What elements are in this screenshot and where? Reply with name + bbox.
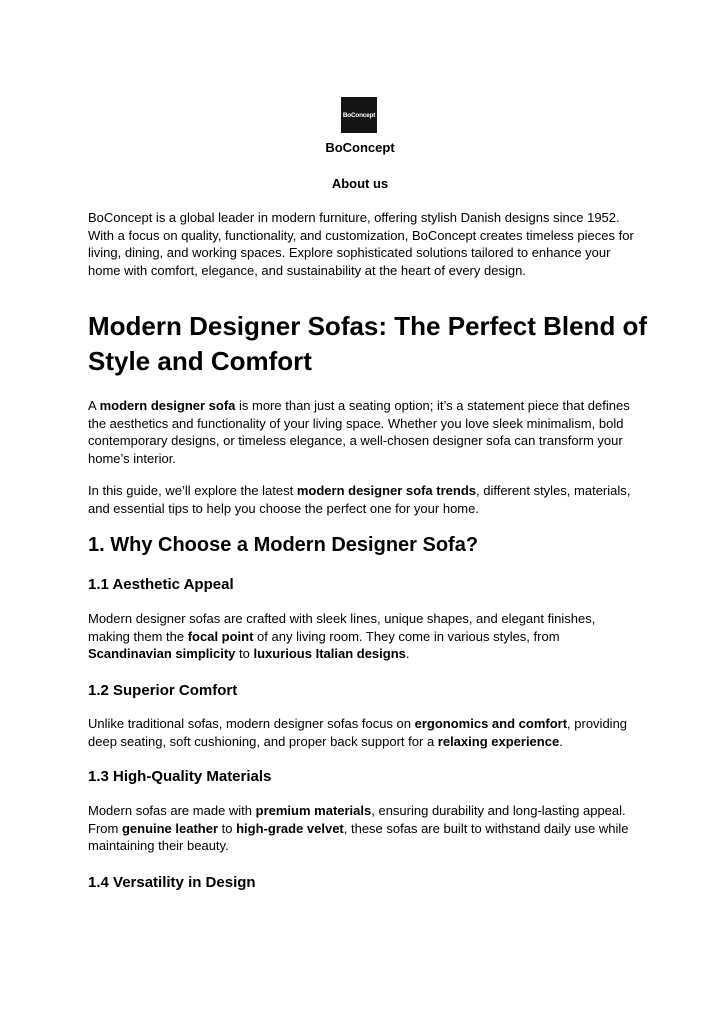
- bold-text: Scandinavian simplicity: [88, 646, 236, 662]
- about-paragraph: BoConcept is a global leader in modern furniture, offering stylish Danish designs since 1952. With a focus on quality, functionality, and customization, BoConcept creates timeless pieces for living, dining, and working spaces. Explore sophisticated solutions tailored to enhance your home with comfort, elegance, and sustainability at the heart of every design.: [88, 210, 634, 278]
- bold-text: ergonomics and comfort: [414, 716, 568, 731]
- subsection-1-4-title: 1.4 Versatility in Design: [88, 874, 256, 891]
- bold-text: premium materials: [255, 803, 372, 818]
- guide-paragraph: In this guide, we’ll explore the latest modern designer sofa trends, different styles, materials, and essential tips to help you choose the perfect one for your home.: [88, 483, 631, 516]
- section-1-title: 1. Why Choose a Modern Designer Sofa?: [88, 534, 479, 556]
- bold-text: high-grade velvet: [236, 820, 344, 836]
- bold-text: modern designer sofa trends: [296, 483, 476, 498]
- subsection-1-1-paragraph: Modern designer sofas are crafted with sleek lines, unique shapes, and elegant finishes, making them the focal point of any living room. They come in various styles, from Scandinavian simplicity to luxurious Italian designs.: [88, 611, 596, 662]
- about-heading: About us: [331, 176, 389, 191]
- subsection-1-3-title: 1.3 High-Quality Materials: [88, 768, 272, 785]
- bold-text: genuine leather: [121, 820, 219, 836]
- logo-text: BoConcept: [342, 111, 376, 119]
- bold-text: focal point: [187, 628, 254, 644]
- article-title: Modern Designer Sofas: The Perfect Blend of Style and Comfort: [88, 311, 648, 376]
- subsection-1-1-title: 1.1 Aesthetic Appeal: [88, 576, 234, 593]
- subsection-1-2-title: 1.2 Superior Comfort: [88, 682, 238, 699]
- subsection-1-3-paragraph: Modern sofas are made with premium materials, ensuring durability and long-lasting appeal. From genuine leather to high-grade velvet, these sofas are built to withstand daily use while maintaining their beauty.: [88, 803, 629, 854]
- brand-name: BoConcept: [325, 140, 395, 155]
- brand-logo: [341, 97, 377, 133]
- intro-paragraph: A modern designer sofa is more than just a seating option; it’s a statement piece that defines the aesthetics and functionality of your living space. Whether you love sleek minimalism, bold contemporary designs, or timeless elegance, a well-chosen designer sofa can transform your home’s interior.: [88, 398, 630, 466]
- bold-text: modern designer sofa: [99, 398, 236, 413]
- subsection-1-2-paragraph: Unlike traditional sofas, modern designer sofas focus on ergonomics and comfort, providing deep seating, soft cushioning, and proper back support for a relaxing experience.: [88, 716, 628, 749]
- bold-text: relaxing experience: [437, 733, 560, 749]
- bold-text: luxurious Italian designs: [253, 646, 406, 662]
